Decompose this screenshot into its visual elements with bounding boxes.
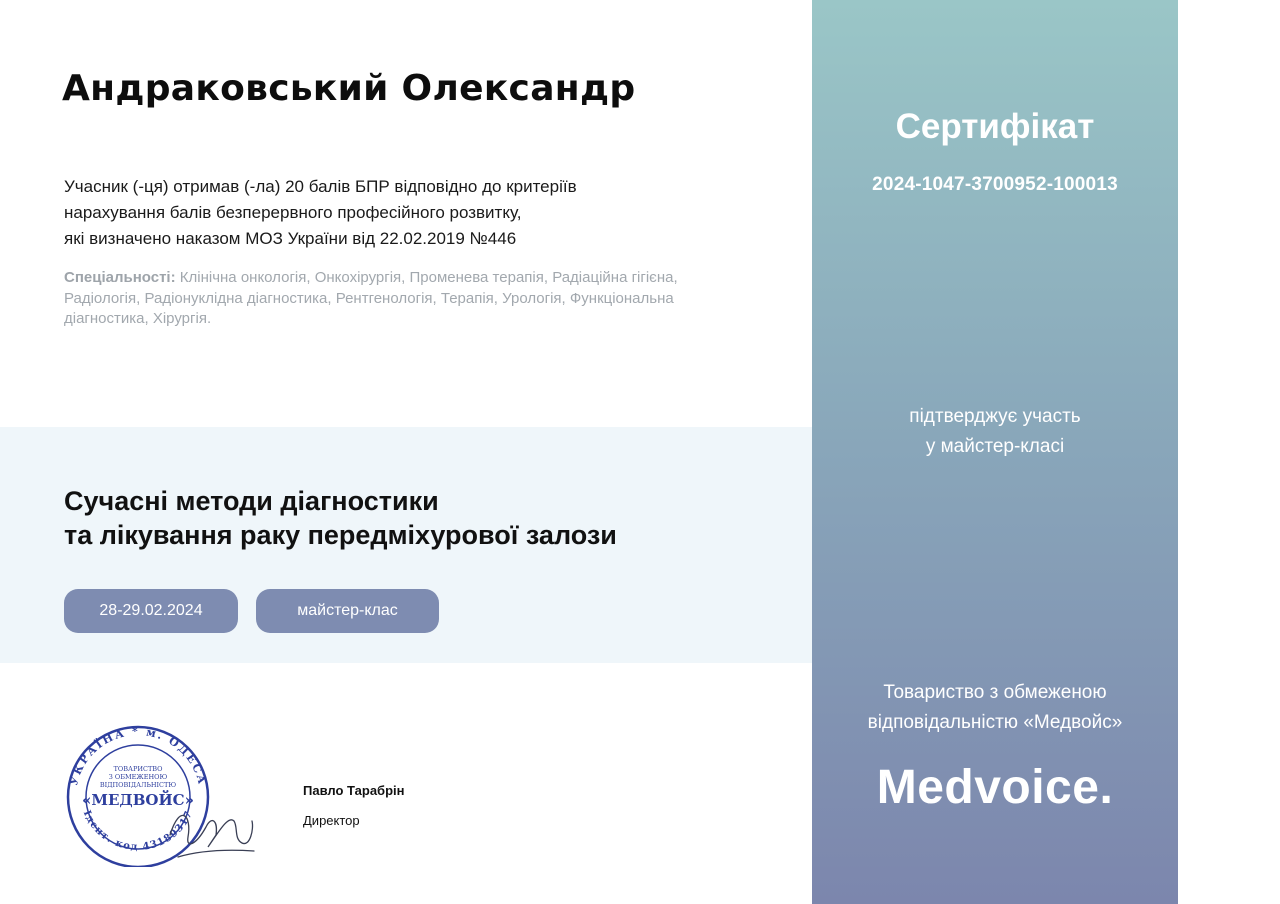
specialties-line: Радіологія, Радіонуклідна діагностика, Рентгенологія, Терапія, Урологія, Функціональна xyxy=(64,289,674,307)
stamp-inner-line: З ОБМЕЖЕНОЮ xyxy=(108,773,168,781)
confirmation-line: у майстер-класі xyxy=(925,436,1065,457)
format-badge: майстер-клас xyxy=(256,589,439,633)
statement-line: нарахування балів безперервного професійного розвитку, xyxy=(64,203,522,222)
company-line: відповідальністю «Медвойс» xyxy=(867,712,1123,733)
stamp-inner-line: ВІДПОВІДАЛЬНІСТЮ xyxy=(99,781,177,789)
certificate-number: 2024-1047-3700952-100013 xyxy=(872,174,1118,195)
signer-block xyxy=(303,776,405,836)
certificate-title: Сертифікат xyxy=(895,107,1095,146)
medvoice-logo: Medvoice. xyxy=(876,761,1114,814)
course-title xyxy=(64,484,617,552)
specialties-line: діагностика, Хірургія. xyxy=(64,310,212,327)
company-name xyxy=(812,678,1178,738)
stamp-outer-text: УКРАЇНА * м. ОДЕСА xyxy=(67,724,209,788)
date-badge: 28-29.02.2024 xyxy=(64,589,238,633)
specialties-line: Клінічна онкологія, Онкохірургія, Променева терапія, Радіаційна гігієна, xyxy=(179,269,678,286)
statement-line: які визначено наказом МОЗ України від 22.02.2019 №446 xyxy=(64,229,517,248)
statement-line: Учасник (-ця) отримав (-ла) 20 балів БПР відповідно до критеріїв xyxy=(64,177,577,196)
stamp-bottom-text: Ідент. код 43189317 xyxy=(80,808,196,854)
course-title-line: та лікування раку передміхурової залози xyxy=(64,520,617,550)
signer-name: Павло Тарабрін xyxy=(303,783,405,798)
stamp-inner-line: ТОВАРИСТВО xyxy=(113,765,163,773)
confirmation-text xyxy=(812,402,1178,462)
statement-text xyxy=(64,174,764,252)
certificate-sidebar xyxy=(812,0,1178,904)
participant-name: Андраковський Олександр xyxy=(62,68,636,109)
course-title-line: Сучасні методи діагностики xyxy=(64,486,439,516)
svg-text:Ідент. код 43189317 xyxy=(81,809,195,853)
company-stamp xyxy=(58,717,268,867)
specialties xyxy=(64,268,784,330)
stamp-brand: «МЕДВОЙС» xyxy=(82,791,194,809)
signer-position: Директор xyxy=(303,813,360,828)
confirmation-line: підтверджує участь xyxy=(909,406,1081,427)
company-line: Товариство з обмеженою xyxy=(883,682,1107,703)
specialties-label: Спеціальності: xyxy=(64,269,176,286)
